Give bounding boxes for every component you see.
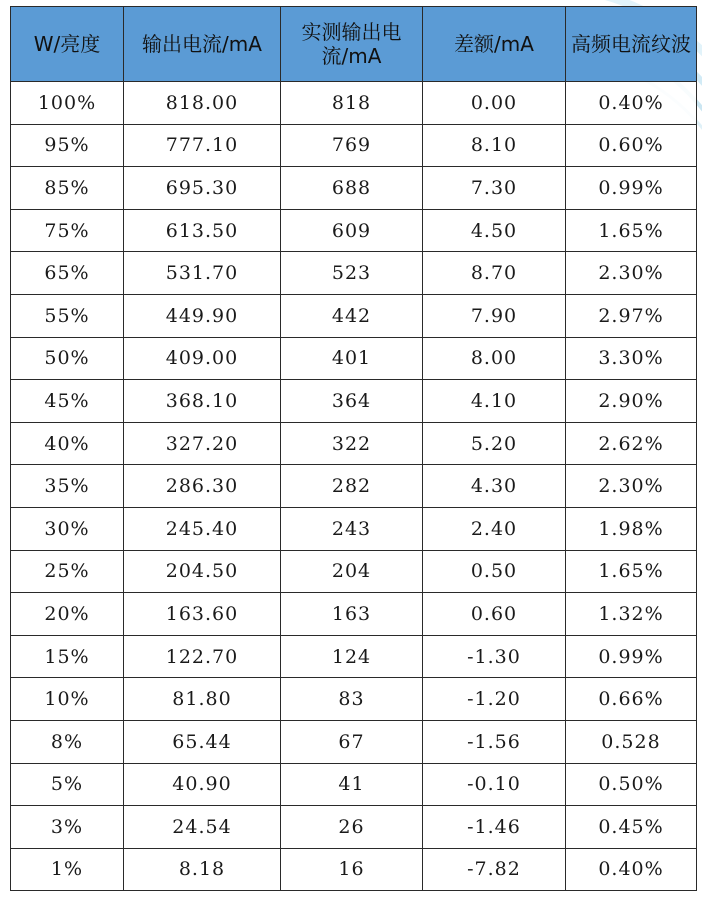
cell-measured-current: 16 xyxy=(281,848,423,891)
cell-hf-ripple: 0.66% xyxy=(566,678,697,721)
cell-output-current: 777.10 xyxy=(124,124,281,167)
cell-output-current: 695.30 xyxy=(124,167,281,210)
cell-brightness: 5% xyxy=(11,763,124,806)
cell-difference: 8.70 xyxy=(423,252,566,295)
table-header-row xyxy=(11,7,697,82)
cell-measured-current: 609 xyxy=(281,209,423,252)
cell-measured-current: 442 xyxy=(281,294,423,337)
cell-output-current: 368.10 xyxy=(124,380,281,423)
cell-difference: 0.60 xyxy=(423,593,566,636)
cell-measured-current: 163 xyxy=(281,593,423,636)
cell-difference: 8.10 xyxy=(423,124,566,167)
table-row xyxy=(11,507,697,550)
cell-output-current: 613.50 xyxy=(124,209,281,252)
cell-brightness: 35% xyxy=(11,465,124,508)
cell-output-current: 65.44 xyxy=(124,720,281,763)
cell-measured-current: 769 xyxy=(281,124,423,167)
cell-brightness: 20% xyxy=(11,593,124,636)
cell-brightness: 65% xyxy=(11,252,124,295)
table-row xyxy=(11,294,697,337)
header-brightness: W/亮度 xyxy=(11,7,124,82)
header-output-current: 输出电流/mA xyxy=(124,7,281,82)
table-row xyxy=(11,763,697,806)
cell-difference: 0.50 xyxy=(423,550,566,593)
cell-measured-current: 364 xyxy=(281,380,423,423)
cell-hf-ripple: 1.98% xyxy=(566,507,697,550)
cell-brightness: 75% xyxy=(11,209,124,252)
cell-hf-ripple: 0.50% xyxy=(566,763,697,806)
cell-measured-current: 124 xyxy=(281,635,423,678)
cell-output-current: 122.70 xyxy=(124,635,281,678)
cell-output-current: 286.30 xyxy=(124,465,281,508)
cell-measured-current: 322 xyxy=(281,422,423,465)
cell-brightness: 10% xyxy=(11,678,124,721)
cell-difference: 0.00 xyxy=(423,82,566,125)
table-row xyxy=(11,678,697,721)
cell-difference: 7.90 xyxy=(423,294,566,337)
cell-measured-current: 41 xyxy=(281,763,423,806)
table-row xyxy=(11,337,697,380)
table-row xyxy=(11,465,697,508)
cell-measured-current: 26 xyxy=(281,806,423,849)
cell-brightness: 8% xyxy=(11,720,124,763)
cell-measured-current: 523 xyxy=(281,252,423,295)
cell-output-current: 409.00 xyxy=(124,337,281,380)
cell-hf-ripple: 0.99% xyxy=(566,167,697,210)
cell-measured-current: 83 xyxy=(281,678,423,721)
cell-measured-current: 818 xyxy=(281,82,423,125)
table-row xyxy=(11,380,697,423)
table-row xyxy=(11,635,697,678)
table-row xyxy=(11,593,697,636)
cell-difference: 4.30 xyxy=(423,465,566,508)
cell-difference: 5.20 xyxy=(423,422,566,465)
cell-output-current: 163.60 xyxy=(124,593,281,636)
cell-difference: -1.20 xyxy=(423,678,566,721)
cell-difference: -1.56 xyxy=(423,720,566,763)
cell-hf-ripple: 0.528 xyxy=(566,720,697,763)
brightness-current-table xyxy=(10,6,697,891)
cell-hf-ripple: 0.40% xyxy=(566,82,697,125)
header-measured-current: 实测输出电流/mA xyxy=(281,7,423,82)
table-row xyxy=(11,209,697,252)
cell-brightness: 50% xyxy=(11,337,124,380)
cell-difference: 7.30 xyxy=(423,167,566,210)
cell-output-current: 449.90 xyxy=(124,294,281,337)
header-hf-ripple: 高频电流纹波 xyxy=(566,7,697,82)
cell-difference: -1.46 xyxy=(423,806,566,849)
table-row xyxy=(11,550,697,593)
cell-output-current: 40.90 xyxy=(124,763,281,806)
cell-measured-current: 204 xyxy=(281,550,423,593)
cell-hf-ripple: 1.32% xyxy=(566,593,697,636)
cell-brightness: 25% xyxy=(11,550,124,593)
cell-hf-ripple: 2.30% xyxy=(566,465,697,508)
cell-hf-ripple: 0.99% xyxy=(566,635,697,678)
cell-output-current: 531.70 xyxy=(124,252,281,295)
table-row xyxy=(11,806,697,849)
cell-output-current: 81.80 xyxy=(124,678,281,721)
cell-output-current: 24.54 xyxy=(124,806,281,849)
cell-hf-ripple: 3.30% xyxy=(566,337,697,380)
cell-difference: 4.10 xyxy=(423,380,566,423)
cell-difference: 4.50 xyxy=(423,209,566,252)
cell-difference: 8.00 xyxy=(423,337,566,380)
cell-brightness: 30% xyxy=(11,507,124,550)
cell-difference: 2.40 xyxy=(423,507,566,550)
cell-difference: -7.82 xyxy=(423,848,566,891)
cell-brightness: 45% xyxy=(11,380,124,423)
cell-brightness: 1% xyxy=(11,848,124,891)
cell-measured-current: 243 xyxy=(281,507,423,550)
cell-output-current: 204.50 xyxy=(124,550,281,593)
table-row xyxy=(11,252,697,295)
cell-output-current: 327.20 xyxy=(124,422,281,465)
cell-hf-ripple: 2.97% xyxy=(566,294,697,337)
cell-brightness: 95% xyxy=(11,124,124,167)
cell-hf-ripple: 2.90% xyxy=(566,380,697,423)
cell-brightness: 85% xyxy=(11,167,124,210)
table-body xyxy=(11,82,697,891)
data-table-container xyxy=(10,6,696,891)
table-row xyxy=(11,848,697,891)
cell-measured-current: 282 xyxy=(281,465,423,508)
table-row xyxy=(11,422,697,465)
cell-brightness: 40% xyxy=(11,422,124,465)
cell-measured-current: 401 xyxy=(281,337,423,380)
cell-output-current: 818.00 xyxy=(124,82,281,125)
cell-hf-ripple: 0.60% xyxy=(566,124,697,167)
cell-brightness: 55% xyxy=(11,294,124,337)
cell-hf-ripple: 1.65% xyxy=(566,209,697,252)
header-difference: 差额/mA xyxy=(423,7,566,82)
cell-difference: -1.30 xyxy=(423,635,566,678)
cell-brightness: 100% xyxy=(11,82,124,125)
cell-hf-ripple: 2.62% xyxy=(566,422,697,465)
cell-difference: -0.10 xyxy=(423,763,566,806)
cell-hf-ripple: 2.30% xyxy=(566,252,697,295)
cell-hf-ripple: 0.40% xyxy=(566,848,697,891)
cell-measured-current: 67 xyxy=(281,720,423,763)
cell-brightness: 15% xyxy=(11,635,124,678)
cell-brightness: 3% xyxy=(11,806,124,849)
cell-hf-ripple: 1.65% xyxy=(566,550,697,593)
cell-output-current: 245.40 xyxy=(124,507,281,550)
cell-hf-ripple: 0.45% xyxy=(566,806,697,849)
cell-measured-current: 688 xyxy=(281,167,423,210)
table-row xyxy=(11,124,697,167)
table-row xyxy=(11,167,697,210)
cell-output-current: 8.18 xyxy=(124,848,281,891)
table-row xyxy=(11,720,697,763)
table-row xyxy=(11,82,697,125)
